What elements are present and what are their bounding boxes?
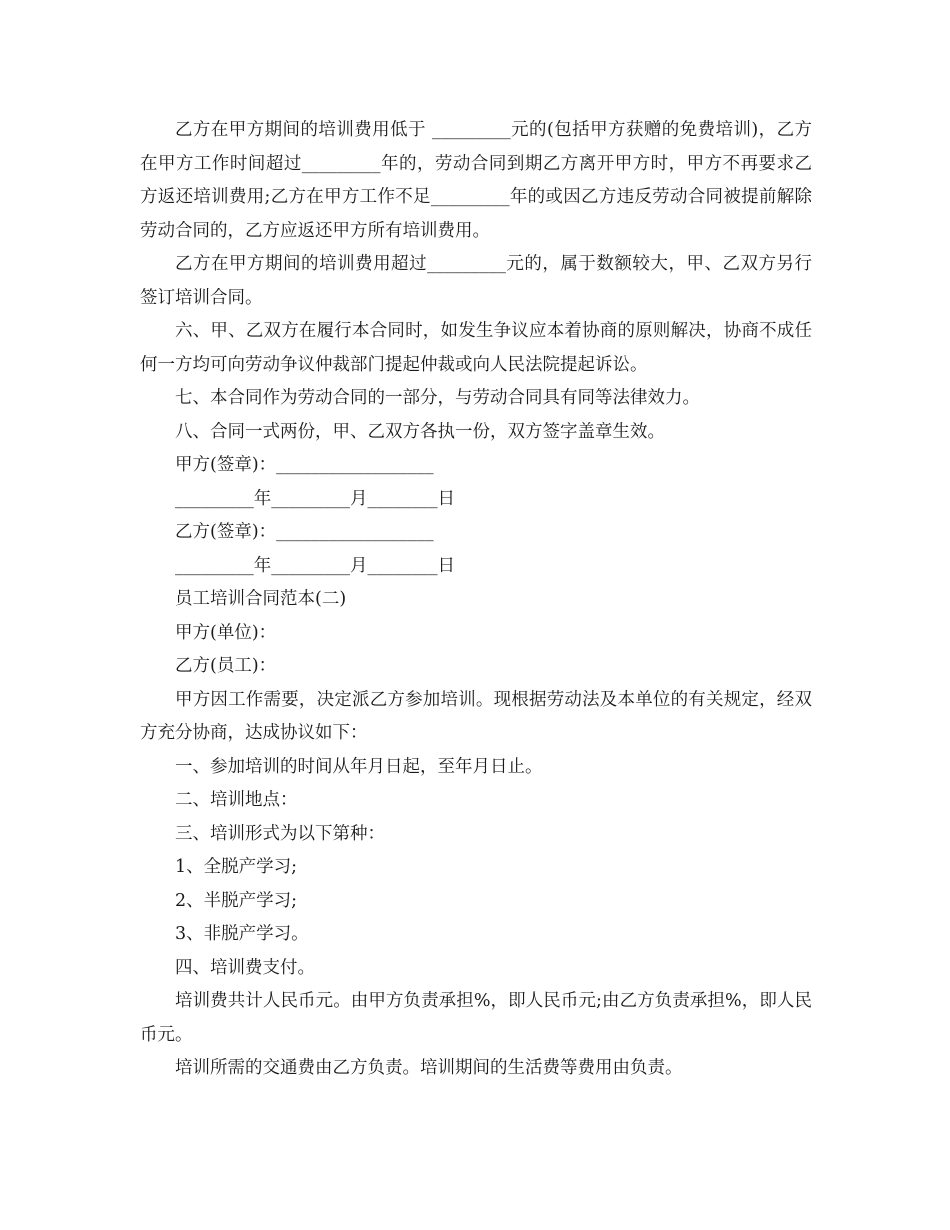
section-title: 员工培训合同范本(二) — [175, 589, 347, 609]
form-option-none: 3、非脱产学习。 — [175, 924, 309, 944]
paragraph-intro: 甲方因工作需要，决定派乙方参加培训。现根据劳动法及本单位的有关规定，经双方充分协商，达成协议如下： — [140, 689, 812, 743]
paragraph-legal-effect: 七、本合同作为劳动合同的一部分，与劳动合同具有同等法律效力。 — [175, 388, 700, 408]
item-training-form: 三、培训形式为以下第种： — [175, 823, 385, 844]
document-page — [140, 114, 812, 1086]
item-fee-payment: 四、培训费支付。 — [175, 957, 315, 978]
form-option-half: 2、半脱产学习; — [175, 890, 298, 911]
party-b-signature: 乙方(签章)：__________________ — [175, 522, 434, 542]
paragraph-dispute: 六、甲、乙双方在履行本合同时，如发生争议应本着协商的原则解决，协商不成任何一方均可向劳动争议仲裁部门提起仲裁或向人民法院提起诉讼。 — [140, 321, 812, 375]
paragraph-copies: 八、合同一式两份，甲、乙双方各执一份，双方签字盖章生效。 — [175, 421, 665, 442]
party-b-employee: 乙方(员工)： — [175, 656, 277, 676]
party-a-date: _________年_________月________日 — [175, 488, 455, 509]
party-b-date: _________年_________月________日 — [175, 555, 455, 576]
item-training-location: 二、培训地点： — [175, 790, 298, 810]
paragraph-fee-split: 培训费共计人民币元。由甲方负责承担%，即人民币元;由乙方负责承担%，即人民币元。 — [140, 991, 812, 1045]
paragraph-training-cost-low: 乙方在甲方期间的培训费用低于 _________元的(包括甲方获赠的免费培训)，乙方在甲方工作时间超过_________年的，劳动合同到期乙方离开甲方时，甲方不再要求乙方返还培训费用;乙方在甲方工作不足_________年的或因乙方违反劳动合同被提前解除劳动合同的，乙方应返还甲方所有培训费用。 — [140, 120, 812, 241]
form-option-full: 1、全脱产学习; — [175, 857, 298, 877]
party-a-signature: 甲方(签章)：__________________ — [175, 455, 434, 475]
paragraph-transport: 培训所需的交通费由乙方负责。培训期间的生活费等费用由负责。 — [175, 1058, 683, 1078]
item-training-time: 一、参加培训的时间从年月日起，至年月日止。 — [175, 756, 543, 777]
paragraph-training-cost-high: 乙方在甲方期间的培训费用超过_________元的，属于数额较大，甲、乙双方另行签订培训合同。 — [140, 254, 812, 308]
party-a-unit: 甲方(单位)： — [175, 622, 277, 643]
